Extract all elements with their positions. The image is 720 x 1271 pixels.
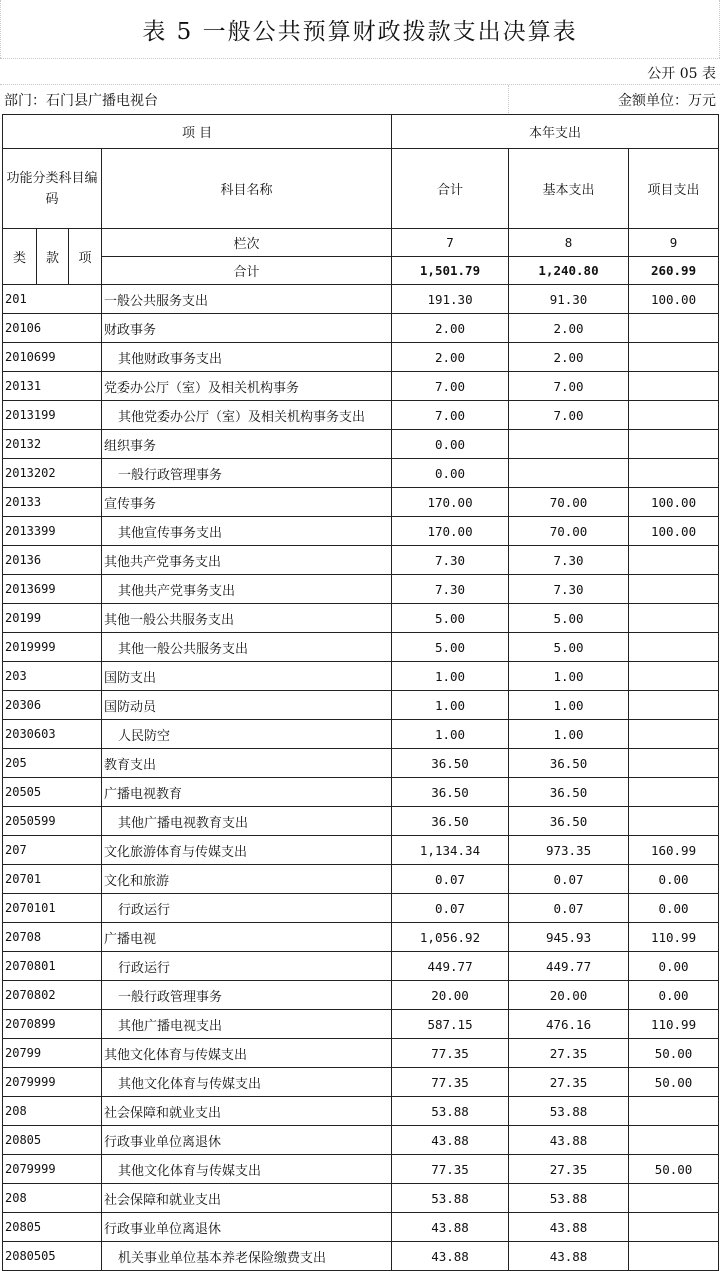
- table-row: [3, 372, 719, 401]
- row-code: 201: [3, 285, 102, 314]
- table-row: [3, 1068, 719, 1097]
- row-name: 一般行政管理事务: [102, 459, 392, 488]
- row-name: 组织事务: [102, 430, 392, 459]
- row-total: 43.88: [392, 1242, 509, 1271]
- table-row: [3, 459, 719, 488]
- table-row: [3, 604, 719, 633]
- table-row: [3, 343, 719, 372]
- row-code: 2030603: [3, 720, 102, 749]
- row-code: 2013199: [3, 401, 102, 430]
- row-project: 100.00: [629, 488, 719, 517]
- row-code: 20805: [3, 1213, 102, 1242]
- row-basic: 2.00: [509, 343, 629, 372]
- row-total: 77.35: [392, 1039, 509, 1068]
- row-basic: 7.00: [509, 401, 629, 430]
- row-basic: 0.07: [509, 894, 629, 923]
- row-code: 2013399: [3, 517, 102, 546]
- row-code: 20131: [3, 372, 102, 401]
- row-code: 2019999: [3, 633, 102, 662]
- row-total: 77.35: [392, 1155, 509, 1184]
- row-name: 文化和旅游: [102, 865, 392, 894]
- row-name: 其他党委办公厅（室）及相关机构事务支出: [102, 401, 392, 430]
- table-row: [3, 1126, 719, 1155]
- header-current-year: 本年支出: [392, 115, 719, 149]
- row-basic: 5.00: [509, 633, 629, 662]
- row-name: 其他文化体育与传媒支出: [102, 1068, 392, 1097]
- row-total: 170.00: [392, 488, 509, 517]
- row-basic: 70.00: [509, 488, 629, 517]
- row-code: 2079999: [3, 1155, 102, 1184]
- row-name: 财政事务: [102, 314, 392, 343]
- row-project: [629, 546, 719, 575]
- header-row-1: [3, 115, 719, 149]
- row-code: 20133: [3, 488, 102, 517]
- table-row: [3, 952, 719, 981]
- row-code: 2080505: [3, 1242, 102, 1271]
- row-project: 0.00: [629, 865, 719, 894]
- row-code: 2070101: [3, 894, 102, 923]
- row-name: 一般公共服务支出: [102, 285, 392, 314]
- row-project: [629, 314, 719, 343]
- row-total: 7.00: [392, 401, 509, 430]
- sum-basic: 1,240.80: [509, 257, 629, 285]
- table-row: [3, 401, 719, 430]
- row-basic: [509, 459, 629, 488]
- row-project: 0.00: [629, 981, 719, 1010]
- row-basic: 7.30: [509, 575, 629, 604]
- header-column-no: 栏次: [102, 229, 392, 257]
- row-name: 其他文化体育与传媒支出: [102, 1155, 392, 1184]
- row-project: [629, 1097, 719, 1126]
- row-project: [629, 430, 719, 459]
- header-project: 项目支出: [629, 149, 719, 229]
- table-row: [3, 807, 719, 836]
- form-number: 公开 05 表: [647, 66, 716, 82]
- row-project: 160.99: [629, 836, 719, 865]
- row-total: 587.15: [392, 1010, 509, 1039]
- row-name: 文化旅游体育与传媒支出: [102, 836, 392, 865]
- row-project: 0.00: [629, 952, 719, 981]
- col-no-basic: 8: [509, 229, 629, 257]
- row-code: 2070899: [3, 1010, 102, 1039]
- table-row: [3, 1184, 719, 1213]
- row-name: 其他一般公共服务支出: [102, 604, 392, 633]
- row-basic: 1.00: [509, 691, 629, 720]
- row-total: 0.07: [392, 865, 509, 894]
- sum-project: 260.99: [629, 257, 719, 285]
- row-project: [629, 633, 719, 662]
- row-basic: 2.00: [509, 314, 629, 343]
- header-basic: 基本支出: [509, 149, 629, 229]
- page-title: 表 5 一般公共预算财政拨款支出决算表: [0, 0, 720, 58]
- expenditure-table: [2, 114, 719, 1271]
- table-row: [3, 1242, 719, 1271]
- row-basic: 43.88: [509, 1242, 629, 1271]
- table-row: [3, 1213, 719, 1242]
- row-project: [629, 401, 719, 430]
- row-project: 50.00: [629, 1155, 719, 1184]
- header-row-2: [3, 149, 719, 229]
- table-row: [3, 836, 719, 865]
- row-code: 2010699: [3, 343, 102, 372]
- row-code: 20132: [3, 430, 102, 459]
- sum-label: 合计: [102, 257, 392, 285]
- row-code: 2079999: [3, 1068, 102, 1097]
- row-project: 110.99: [629, 923, 719, 952]
- table-row: [3, 981, 719, 1010]
- header-xiang: 项: [69, 229, 102, 285]
- row-name: 党委办公厅（室）及相关机构事务: [102, 372, 392, 401]
- table-row: [3, 662, 719, 691]
- row-total: 36.50: [392, 778, 509, 807]
- row-project: 100.00: [629, 517, 719, 546]
- row-project: 50.00: [629, 1039, 719, 1068]
- row-total: 1,134.34: [392, 836, 509, 865]
- row-basic: 70.00: [509, 517, 629, 546]
- row-basic: 973.35: [509, 836, 629, 865]
- row-code: 20805: [3, 1126, 102, 1155]
- row-name: 其他广播电视支出: [102, 1010, 392, 1039]
- row-code: 20708: [3, 923, 102, 952]
- row-name: 行政事业单位离退休: [102, 1126, 392, 1155]
- row-total: 2.00: [392, 314, 509, 343]
- row-basic: 7.30: [509, 546, 629, 575]
- row-name: 教育支出: [102, 749, 392, 778]
- row-basic: 0.07: [509, 865, 629, 894]
- header-subject-name: 科目名称: [102, 149, 392, 229]
- row-basic: 945.93: [509, 923, 629, 952]
- table-row: [3, 546, 719, 575]
- row-total: 191.30: [392, 285, 509, 314]
- table-row: [3, 575, 719, 604]
- table-row: [3, 314, 719, 343]
- row-code: 2013699: [3, 575, 102, 604]
- header-row-3: [3, 229, 719, 257]
- row-basic: 91.30: [509, 285, 629, 314]
- table-row: [3, 517, 719, 546]
- row-code: 20799: [3, 1039, 102, 1068]
- row-total: 7.00: [392, 372, 509, 401]
- row-basic: [509, 430, 629, 459]
- row-basic: 27.35: [509, 1068, 629, 1097]
- row-project: [629, 1213, 719, 1242]
- row-total: 7.30: [392, 575, 509, 604]
- row-project: [629, 1242, 719, 1271]
- row-name: 其他财政事务支出: [102, 343, 392, 372]
- row-basic: 43.88: [509, 1213, 629, 1242]
- table-row: [3, 691, 719, 720]
- row-project: [629, 1184, 719, 1213]
- table-row: [3, 749, 719, 778]
- row-code: 2070802: [3, 981, 102, 1010]
- row-total: 36.50: [392, 807, 509, 836]
- row-basic: 20.00: [509, 981, 629, 1010]
- row-basic: 43.88: [509, 1126, 629, 1155]
- info-bar: [0, 85, 720, 113]
- row-basic: 5.00: [509, 604, 629, 633]
- row-name: 广播电视: [102, 923, 392, 952]
- table-row: [3, 720, 719, 749]
- row-project: [629, 662, 719, 691]
- sum-row: [3, 257, 719, 285]
- row-basic: 36.50: [509, 749, 629, 778]
- row-basic: 53.88: [509, 1097, 629, 1126]
- row-name: 社会保障和就业支出: [102, 1184, 392, 1213]
- header-item: 项 目: [3, 115, 392, 149]
- table-row: [3, 778, 719, 807]
- row-name: 行政事业单位离退休: [102, 1213, 392, 1242]
- table-row: [3, 923, 719, 952]
- header-func-code: 功能分类科目编码: [3, 149, 102, 229]
- table-row: [3, 1010, 719, 1039]
- row-total: 5.00: [392, 604, 509, 633]
- row-code: 207: [3, 836, 102, 865]
- row-code: 20701: [3, 865, 102, 894]
- row-project: 100.00: [629, 285, 719, 314]
- row-project: [629, 1126, 719, 1155]
- row-project: 50.00: [629, 1068, 719, 1097]
- row-project: [629, 459, 719, 488]
- table-row: [3, 488, 719, 517]
- table-row: [3, 1097, 719, 1126]
- row-total: 1.00: [392, 720, 509, 749]
- row-basic: 27.35: [509, 1155, 629, 1184]
- row-total: 53.88: [392, 1097, 509, 1126]
- row-name: 其他文化体育与传媒支出: [102, 1039, 392, 1068]
- row-name: 行政运行: [102, 952, 392, 981]
- row-project: [629, 575, 719, 604]
- table-row: [3, 1155, 719, 1184]
- header-kuan: 款: [37, 229, 69, 285]
- col-no-total: 7: [392, 229, 509, 257]
- row-code: 20199: [3, 604, 102, 633]
- form-number-bar: [0, 58, 720, 85]
- row-basic: 36.50: [509, 807, 629, 836]
- row-total: 2.00: [392, 343, 509, 372]
- row-total: 43.88: [392, 1126, 509, 1155]
- row-project: [629, 604, 719, 633]
- row-name: 其他广播电视教育支出: [102, 807, 392, 836]
- row-total: 7.30: [392, 546, 509, 575]
- row-code: 2013202: [3, 459, 102, 488]
- row-total: 0.00: [392, 459, 509, 488]
- row-name: 广播电视教育: [102, 778, 392, 807]
- row-basic: 53.88: [509, 1184, 629, 1213]
- row-name: 行政运行: [102, 894, 392, 923]
- row-project: [629, 720, 719, 749]
- row-project: [629, 778, 719, 807]
- row-project: [629, 372, 719, 401]
- row-basic: 36.50: [509, 778, 629, 807]
- row-total: 1.00: [392, 691, 509, 720]
- header-lei: 类: [3, 229, 37, 285]
- row-basic: 1.00: [509, 720, 629, 749]
- row-name: 国防动员: [102, 691, 392, 720]
- row-project: [629, 343, 719, 372]
- unit-label: 金额单位：万元: [618, 93, 716, 109]
- row-code: 20505: [3, 778, 102, 807]
- row-name: 社会保障和就业支出: [102, 1097, 392, 1126]
- table-row: [3, 633, 719, 662]
- row-total: 1.00: [392, 662, 509, 691]
- row-basic: 449.77: [509, 952, 629, 981]
- row-code: 208: [3, 1097, 102, 1126]
- table-row: [3, 1039, 719, 1068]
- row-name: 国防支出: [102, 662, 392, 691]
- row-code: 205: [3, 749, 102, 778]
- table-row: [3, 430, 719, 459]
- row-code: 2050599: [3, 807, 102, 836]
- divider: [508, 85, 509, 113]
- row-project: 0.00: [629, 894, 719, 923]
- row-project: 110.99: [629, 1010, 719, 1039]
- row-total: 77.35: [392, 1068, 509, 1097]
- row-code: 20306: [3, 691, 102, 720]
- row-code: 20106: [3, 314, 102, 343]
- row-name: 人民防空: [102, 720, 392, 749]
- row-total: 20.00: [392, 981, 509, 1010]
- row-total: 1,056.92: [392, 923, 509, 952]
- row-name: 机关事业单位基本养老保险缴费支出: [102, 1242, 392, 1271]
- row-basic: 1.00: [509, 662, 629, 691]
- row-name: 一般行政管理事务: [102, 981, 392, 1010]
- row-name: 宣传事务: [102, 488, 392, 517]
- header-total: 合计: [392, 149, 509, 229]
- row-name: 其他一般公共服务支出: [102, 633, 392, 662]
- row-total: 0.00: [392, 430, 509, 459]
- row-total: 53.88: [392, 1184, 509, 1213]
- row-total: 5.00: [392, 633, 509, 662]
- row-total: 170.00: [392, 517, 509, 546]
- department-label: 部门：石门县广播电视台: [4, 93, 158, 109]
- row-project: [629, 691, 719, 720]
- row-code: 203: [3, 662, 102, 691]
- table-row: [3, 865, 719, 894]
- row-name: 其他共产党事务支出: [102, 575, 392, 604]
- col-no-project: 9: [629, 229, 719, 257]
- row-total: 43.88: [392, 1213, 509, 1242]
- row-total: 36.50: [392, 749, 509, 778]
- row-code: 208: [3, 1184, 102, 1213]
- row-project: [629, 749, 719, 778]
- row-name: 其他宣传事务支出: [102, 517, 392, 546]
- row-total: 0.07: [392, 894, 509, 923]
- row-basic: 7.00: [509, 372, 629, 401]
- row-name: 其他共产党事务支出: [102, 546, 392, 575]
- row-basic: 27.35: [509, 1039, 629, 1068]
- row-code: 20136: [3, 546, 102, 575]
- row-basic: 476.16: [509, 1010, 629, 1039]
- row-total: 449.77: [392, 952, 509, 981]
- row-code: 2070801: [3, 952, 102, 981]
- table-row: [3, 894, 719, 923]
- row-project: [629, 807, 719, 836]
- table-row: [3, 285, 719, 314]
- sum-total: 1,501.79: [392, 257, 509, 285]
